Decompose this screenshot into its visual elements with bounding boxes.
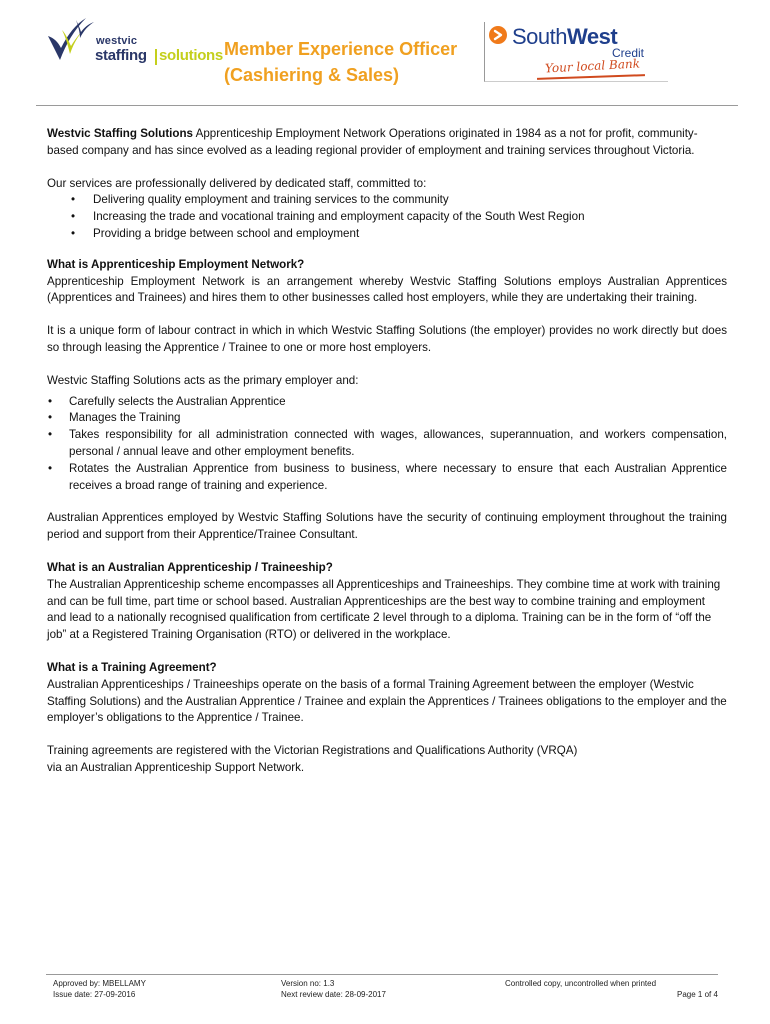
version-number: Version no: 1.3 bbox=[281, 979, 335, 988]
footer-version bbox=[281, 978, 386, 1000]
list-item: • Carefully selects the Australian Apprentice bbox=[47, 394, 727, 411]
training-paragraph-2-line-1: Training agreements are registered with the Victorian Registrations and Qualifications Authority (VRQA) bbox=[47, 744, 578, 758]
section-heading-training-agreement: What is a Training Agreement? bbox=[47, 660, 217, 674]
document-title bbox=[224, 36, 457, 88]
staffing-logo-text: staffing bbox=[95, 47, 147, 64]
title-line-2: (Cashiering & Sales) bbox=[224, 65, 400, 85]
solutions-logo-text: solutions bbox=[159, 47, 223, 64]
southwest-name: SouthWest bbox=[512, 24, 618, 49]
westvic-staffing-solutions-logo bbox=[46, 14, 223, 74]
list-item: • Increasing the trade and vocational training and employment capacity of the South West Region bbox=[47, 209, 727, 226]
company-name: Westvic Staffing Solutions bbox=[47, 127, 194, 140]
next-review-date: Next review date: 28-09-2017 bbox=[281, 990, 386, 999]
title-line-1: Member Experience Officer bbox=[224, 39, 458, 59]
footer-rule bbox=[46, 974, 718, 975]
aen-paragraph-3: Australian Apprentices employed by Westvic Staffing Solutions have the security of continuing employment throughout the training period and support from their Apprentice/Trainee Consultant. bbox=[47, 511, 727, 542]
southwest-credit-text: Credit bbox=[611, 46, 644, 60]
header-rule bbox=[36, 105, 738, 106]
issue-date: Issue date: 27-09-2016 bbox=[53, 990, 136, 999]
aen-paragraph-1: Apprenticeship Employment Network is an arrangement whereby Westvic Staffing Solutions employs Australian Apprentices (Apprentices and Trainees) and hires them to other businesses called host employers, while they are undertaking their training. bbox=[47, 274, 727, 305]
apprenticeship-paragraph: The Australian Apprenticeship scheme encompasses all Apprenticeships and Traineeships. They combine time at work with training and can be full time, part time or school based. Australian Apprenticeships are the best way to combine training and employment and lead to a nationally recognised qualification from certificate 2 level through to a diploma. Training can be in the form of “off the job” at a Registered Training Organisation (RTO) or delivered in the workplace. bbox=[47, 577, 721, 642]
list-item: • Rotates the Australian Apprentice from business to business, where necessary to ensure that each Australian Apprentice receives a broad range of training and experience. bbox=[47, 461, 727, 495]
approved-by: Approved by: MBELLAMY bbox=[53, 979, 146, 988]
southwest-credit-logo bbox=[484, 22, 668, 82]
list-item: • Manages the Training bbox=[47, 410, 727, 427]
controlled-copy-note: Controlled copy, uncontrolled when printed bbox=[505, 979, 657, 988]
services-list bbox=[47, 192, 727, 242]
footer-approval bbox=[53, 978, 146, 1000]
employer-duties-list bbox=[47, 394, 727, 495]
list-item: • Takes responsibility for all administration connected with wages, allowances, superannuation, and workers compensation, personal / annual leave and other employment benefits. bbox=[47, 427, 727, 461]
section-heading-aen: What is Apprenticeship Employment Network? bbox=[47, 257, 305, 271]
intro-paragraph: Westvic Staffing Solutions Apprenticeship Employment Network Operations originated in 1984 as a not for profit, community-based company and has since evolved as a leading regional provider of employment and training services throughout Victoria. bbox=[47, 127, 698, 157]
southwest-arrow-icon bbox=[489, 26, 507, 44]
westvic-logo-text: westvic bbox=[96, 35, 138, 47]
document-header bbox=[0, 0, 770, 100]
westvic-swoosh-icon bbox=[46, 14, 98, 66]
aen-paragraph-2: It is a unique form of labour contract in which in which Westvic Staffing Solutions (the employer) provides no work directly but does so through leasing the Apprentice / Trainee to one or more host employers. bbox=[47, 324, 727, 354]
list-item: • Delivering quality employment and training services to the community bbox=[47, 192, 727, 209]
training-paragraph-2-line-2: via an Australian Apprenticeship Support Network. bbox=[47, 760, 305, 774]
section-heading-apprenticeship: What is an Australian Apprenticeship / Traineeship? bbox=[47, 560, 333, 574]
logo-divider bbox=[155, 49, 157, 65]
southwest-tagline: Your local Bank bbox=[544, 56, 641, 76]
services-lead: Our services are professionally delivered by dedicated staff, committed to: bbox=[47, 176, 427, 190]
training-paragraph-1: Australian Apprenticeships / Traineeships operate on the basis of a formal Training Agreement between the employer (Westvic Staffing Solutions) and the Australian Apprentice / Trainee and explain the Apprentices / Trainees obligations to the employer and the employer’s obligations to the Apprentice / Trainee. bbox=[47, 677, 727, 725]
document-body bbox=[47, 126, 727, 777]
aen-lead: Westvic Staffing Solutions acts as the primary employer and: bbox=[47, 373, 359, 387]
page-number: Page 1 of 4 bbox=[677, 990, 718, 999]
list-item: • Providing a bridge between school and employment bbox=[47, 226, 727, 243]
